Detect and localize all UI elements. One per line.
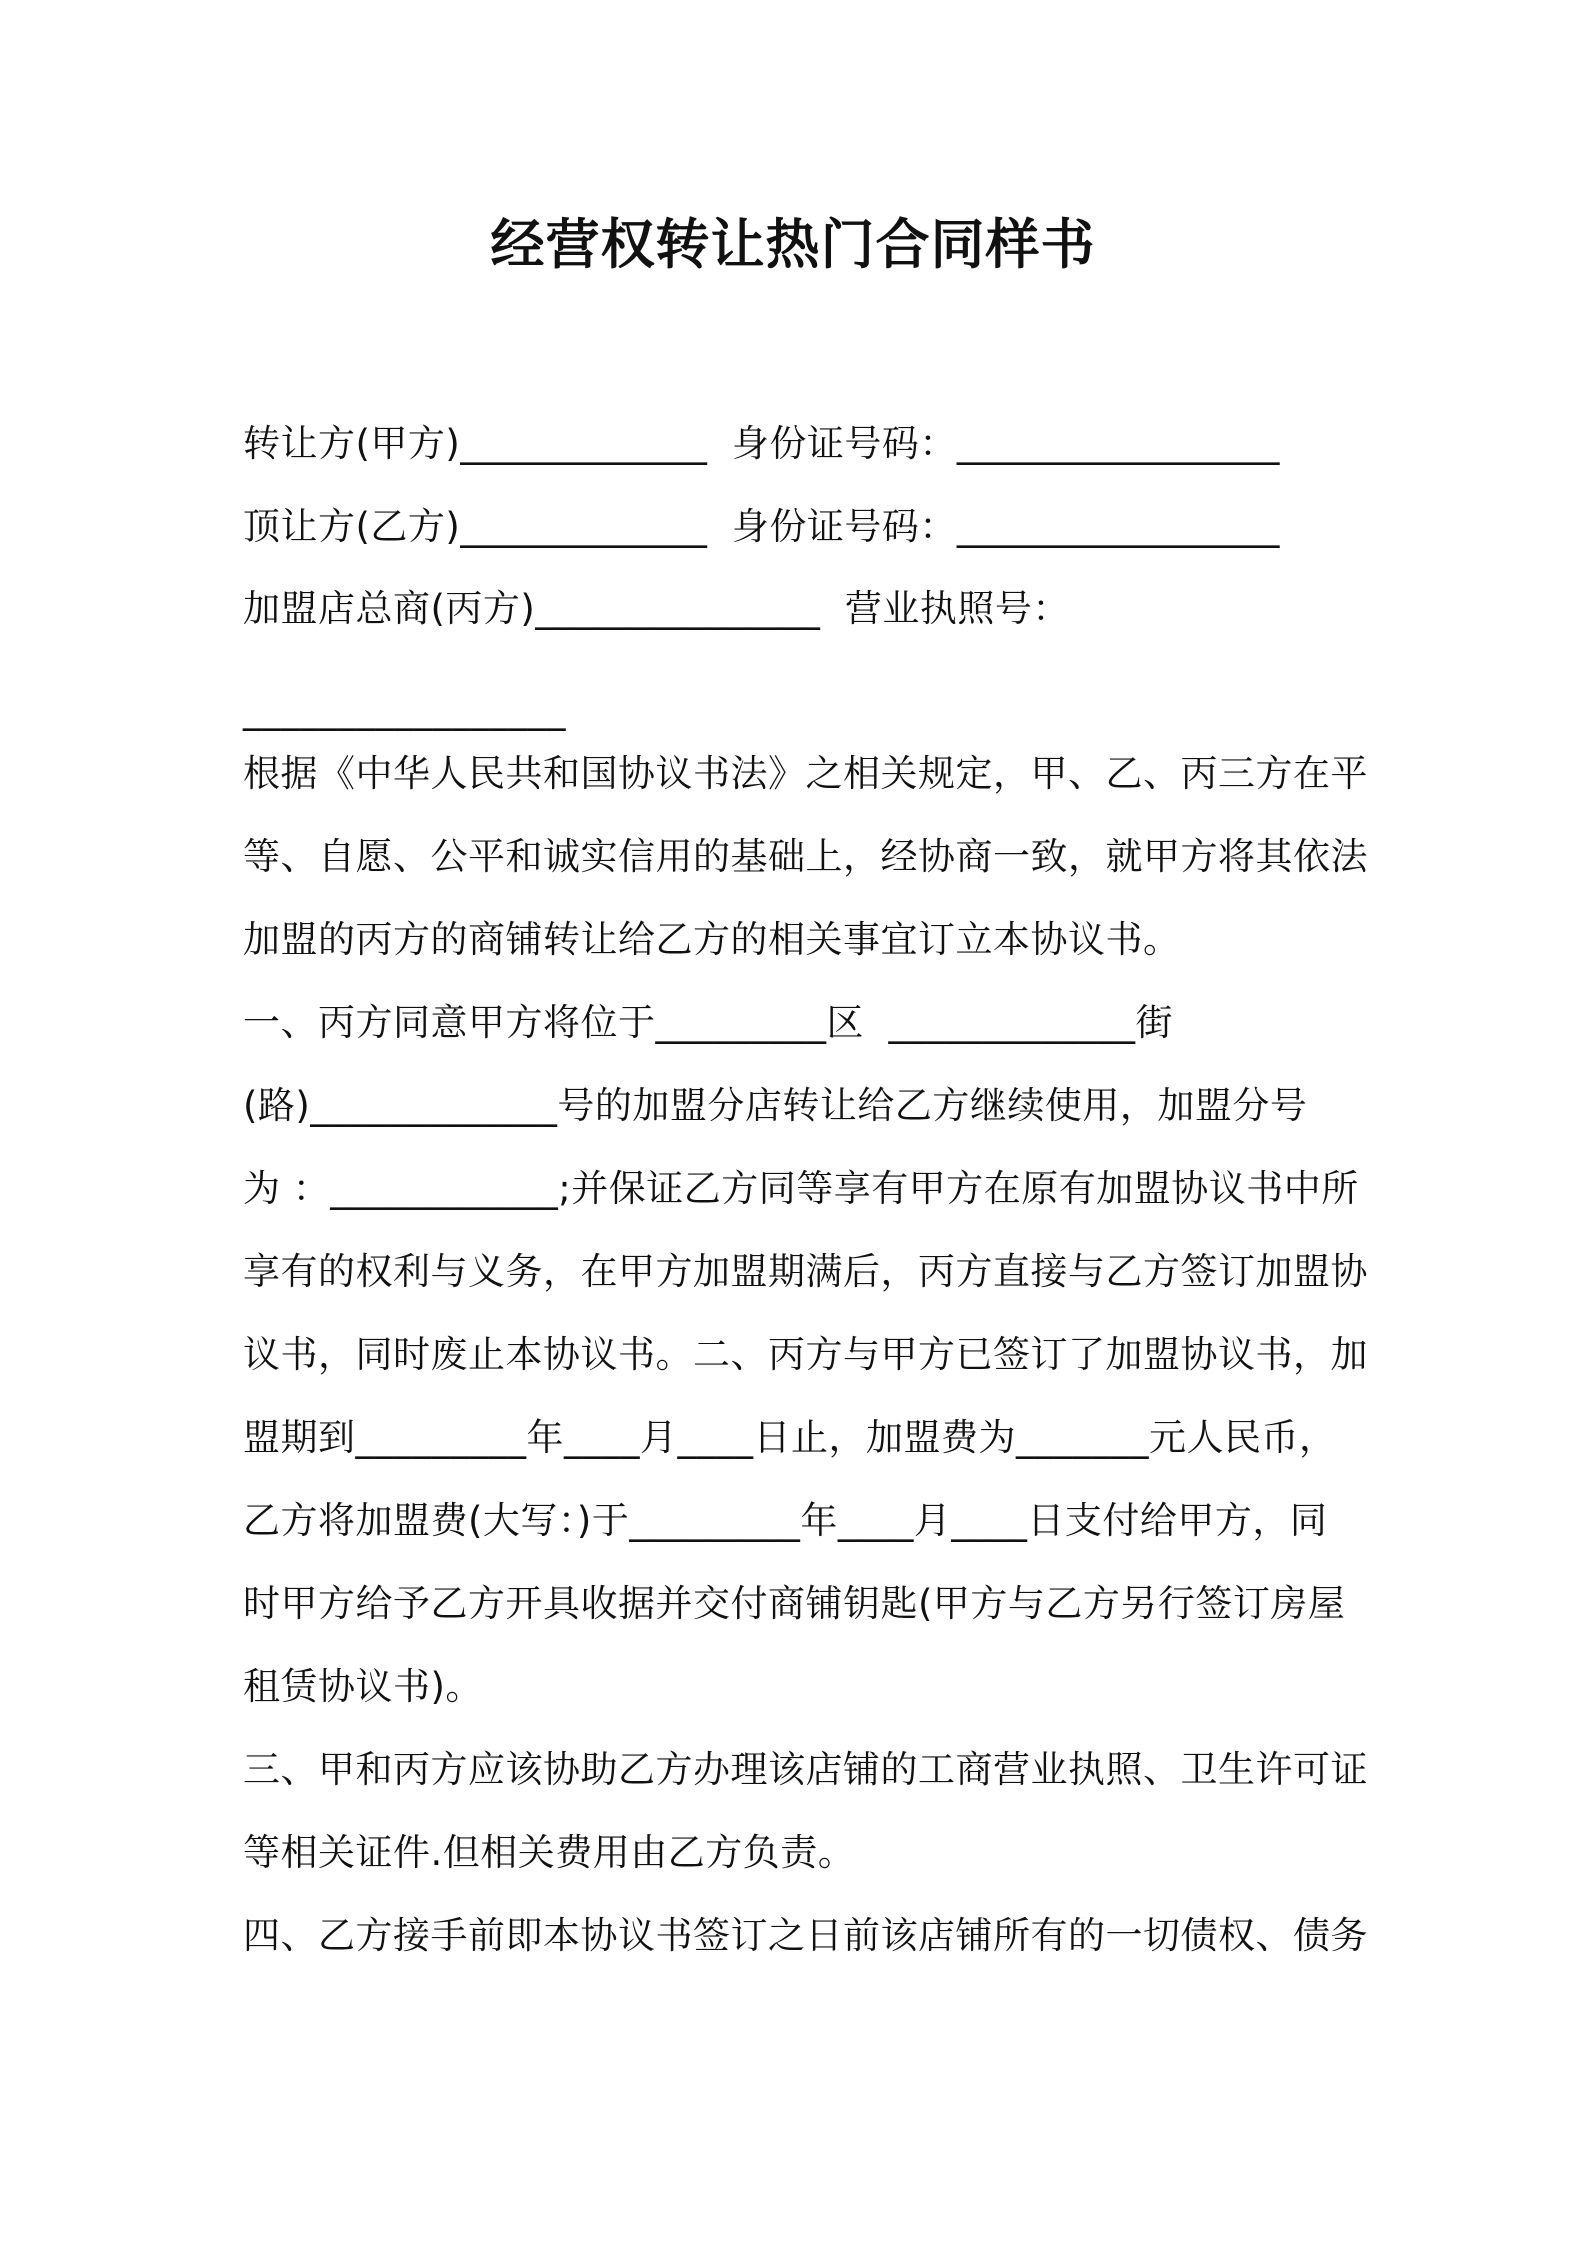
paragraph-line: 等、自愿、公平和诚实信用的基础上，经协商一致，就甲方将其依法 xyxy=(243,835,1368,878)
clause-line: (路)_____________号的加盟分店转让给乙方继续使用，加盟分号 xyxy=(243,1084,1308,1127)
clause-line: 乙方将加盟费(大写：)于_________年____月____日支付给甲方，同 xyxy=(243,1499,1328,1542)
party-a-line: 转让方(甲方)_____________ 身份证号码：_________________ xyxy=(243,422,1280,465)
clause-line: 一、丙方同意甲方将位于_________区 _____________街 xyxy=(243,1001,1174,1044)
paragraph-line: 加盟的丙方的商铺转让给乙方的相关事宜订立本协议书。 xyxy=(243,918,1181,961)
party-c-line: 加盟店总商(丙方)_______________ 营业执照号： xyxy=(243,587,1070,630)
document-title: 经营权转让热门合同样书 xyxy=(490,213,1096,276)
paragraph-line: 根据《中华人民共和国协议书法》之相关规定，甲、乙、丙三方在平 xyxy=(243,752,1368,795)
clause-line: 时甲方给予乙方开具收据并交付商铺钥匙(甲方与乙方另行签订房屋 xyxy=(243,1582,1346,1625)
clause-line: 三、甲和丙方应该协助乙方办理该店铺的工商营业执照、卫生许可证 xyxy=(243,1748,1368,1791)
clause-line: 议书，同时废止本协议书。二、丙方与甲方已签订了加盟协议书，加 xyxy=(243,1333,1368,1376)
license-blank-line: _________________ xyxy=(243,688,566,731)
clause-line: 四、乙方接手前即本协议书签订之日前该店铺所有的一切债权、债务 xyxy=(243,1914,1368,1957)
party-b-line: 顶让方(乙方)_____________ 身份证号码：_________________ xyxy=(243,505,1280,548)
clause-line: 为 ：____________;并保证乙方同等享有甲方在原有加盟协议书中所 xyxy=(243,1167,1359,1210)
clause-line: 享有的权利与义务，在甲方加盟期满后，丙方直接与乙方签订加盟协 xyxy=(243,1250,1368,1293)
clause-line: 盟期到_________年____月____日止，加盟费为_______元人民币， xyxy=(243,1416,1337,1459)
clause-line: 租赁协议书)。 xyxy=(243,1665,483,1708)
clause-line: 等相关证件.但相关费用由乙方负责。 xyxy=(243,1831,856,1874)
